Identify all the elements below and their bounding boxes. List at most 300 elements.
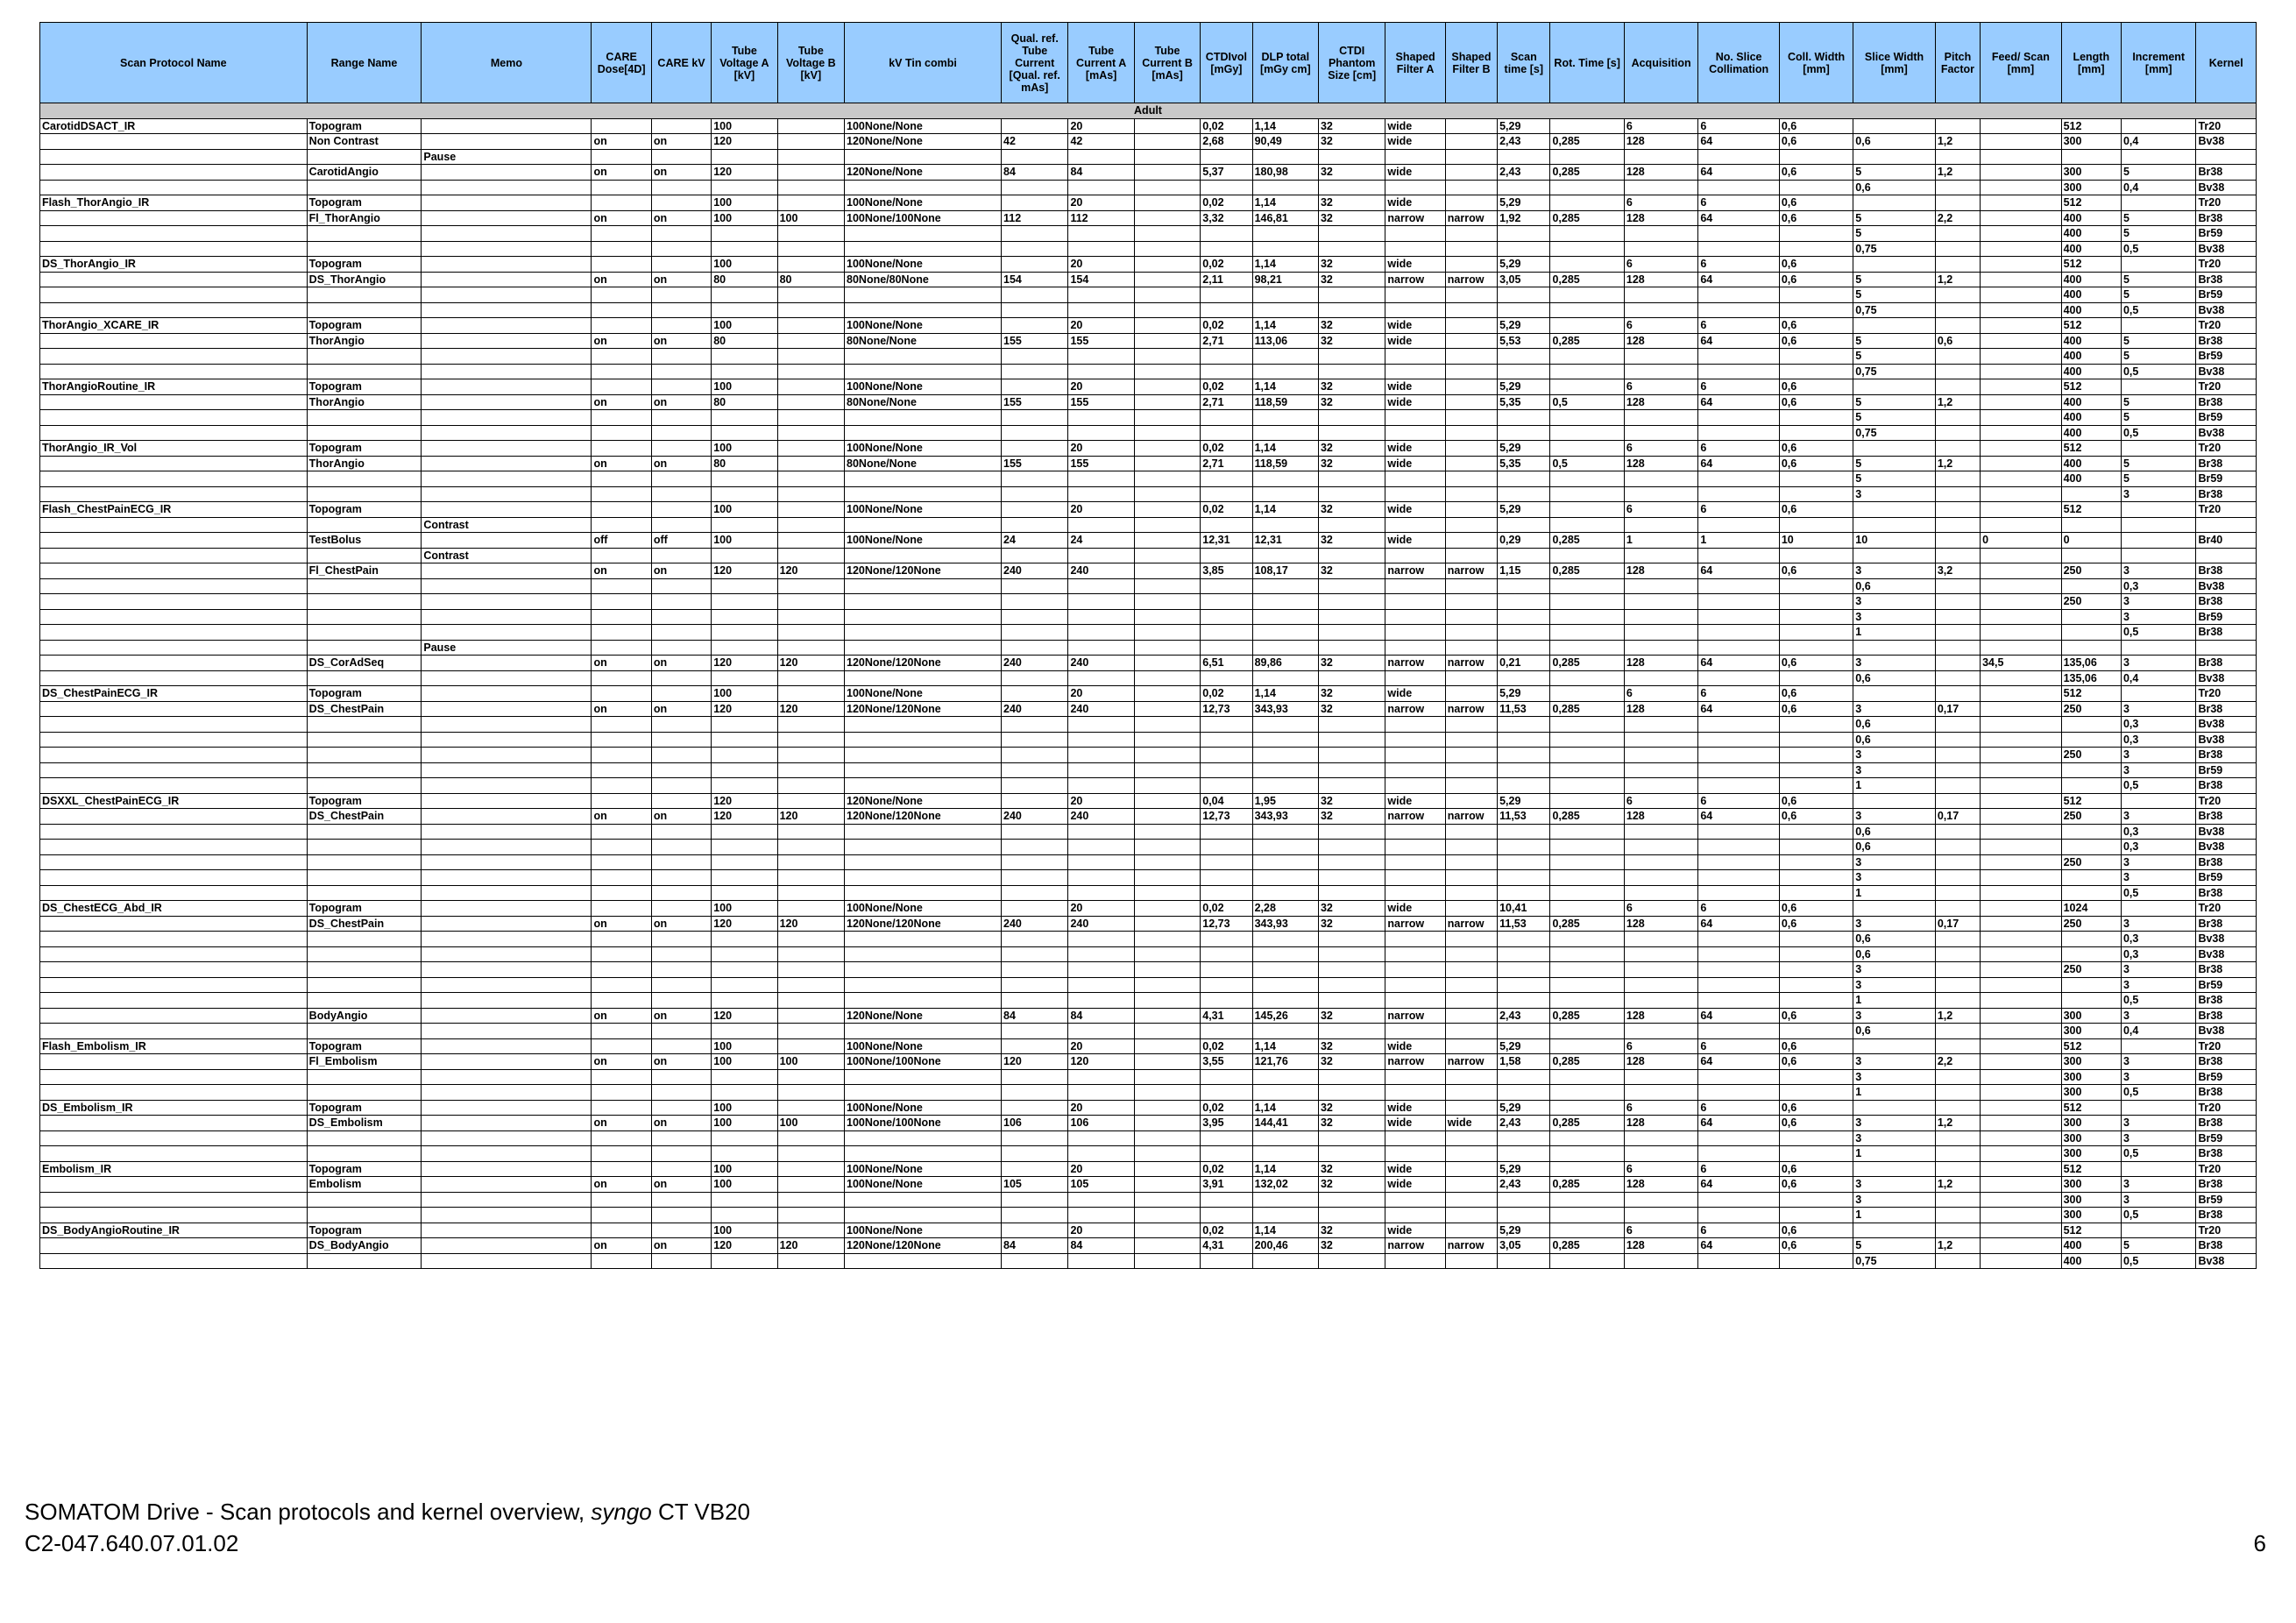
table-cell: 512 bbox=[2061, 318, 2121, 334]
table-cell bbox=[1624, 885, 1697, 901]
table-cell bbox=[1698, 471, 1780, 487]
table-cell: Tr20 bbox=[2196, 1223, 2257, 1238]
table-cell bbox=[307, 1146, 422, 1162]
table-cell: 3 bbox=[2121, 977, 2195, 993]
table-cell bbox=[1698, 1024, 1780, 1039]
table-cell: 0,6 bbox=[1779, 118, 1853, 134]
table-cell bbox=[1498, 778, 1550, 794]
table-cell bbox=[1068, 932, 1134, 947]
table-cell bbox=[40, 1054, 308, 1070]
table-cell bbox=[1981, 257, 2062, 273]
table-row bbox=[40, 226, 2257, 242]
table-cell bbox=[1498, 578, 1550, 594]
table-cell bbox=[777, 134, 844, 150]
column-header: CTDIvol [mGy] bbox=[1201, 23, 1252, 103]
table-cell bbox=[1550, 425, 1624, 441]
table-cell: 3 bbox=[2121, 1177, 2195, 1193]
table-cell bbox=[1550, 149, 1624, 165]
table-cell: 0,285 bbox=[1550, 916, 1624, 932]
table-cell bbox=[1002, 471, 1068, 487]
table-cell: narrow bbox=[1445, 916, 1497, 932]
table-cell bbox=[1068, 609, 1134, 625]
table-cell: Topogram bbox=[307, 318, 422, 334]
table-cell bbox=[1981, 609, 2062, 625]
table-cell: 120 bbox=[777, 1238, 844, 1254]
table-cell bbox=[1981, 962, 2062, 978]
table-cell: 5 bbox=[1853, 394, 1936, 410]
table-cell: Br38 bbox=[2196, 885, 2257, 901]
table-cell bbox=[1981, 241, 2062, 257]
table-cell bbox=[712, 517, 777, 533]
table-cell bbox=[1445, 717, 1497, 733]
table-cell bbox=[1853, 517, 1936, 533]
table-cell: 100None/None bbox=[845, 118, 1002, 134]
table-cell: 3 bbox=[1853, 870, 1936, 886]
table-cell bbox=[1385, 241, 1445, 257]
table-cell: Bv38 bbox=[2196, 241, 2257, 257]
table-cell bbox=[1445, 118, 1497, 134]
table-cell bbox=[1981, 670, 2062, 686]
table-cell: 400 bbox=[2061, 394, 2121, 410]
table-cell bbox=[1445, 824, 1497, 840]
table-cell bbox=[1318, 670, 1385, 686]
table-cell: 0,285 bbox=[1550, 210, 1624, 226]
table-cell bbox=[651, 379, 711, 395]
table-cell bbox=[1498, 226, 1550, 242]
table-cell bbox=[1698, 364, 1780, 379]
table-cell bbox=[1550, 349, 1624, 365]
table-cell: DS_BodyAngio bbox=[307, 1238, 422, 1254]
table-cell bbox=[1624, 1069, 1697, 1085]
table-cell: 6 bbox=[1624, 686, 1697, 702]
table-cell bbox=[651, 1146, 711, 1162]
table-cell bbox=[845, 1085, 1002, 1101]
table-cell bbox=[1698, 993, 1780, 1009]
table-cell: 1,2 bbox=[1935, 272, 1980, 287]
table-cell: 10 bbox=[1779, 533, 1853, 549]
table-cell: wide bbox=[1385, 379, 1445, 395]
table-cell bbox=[1385, 486, 1445, 502]
table-cell bbox=[1981, 1038, 2062, 1054]
table-cell: 6 bbox=[1698, 379, 1780, 395]
table-cell bbox=[651, 410, 711, 426]
table-cell bbox=[1624, 578, 1697, 594]
table-cell: narrow bbox=[1385, 210, 1445, 226]
table-cell bbox=[40, 946, 308, 962]
table-cell bbox=[1981, 578, 2062, 594]
page-number: 6 bbox=[2253, 1530, 2266, 1556]
section-row bbox=[40, 103, 2257, 119]
table-cell bbox=[1002, 502, 1068, 518]
table-cell bbox=[1698, 778, 1780, 794]
table-cell bbox=[1252, 717, 1318, 733]
table-cell bbox=[777, 379, 844, 395]
table-cell: on bbox=[592, 1116, 651, 1131]
table-cell: 512 bbox=[2061, 195, 2121, 211]
table-cell bbox=[1445, 625, 1497, 641]
table-cell bbox=[1252, 180, 1318, 195]
table-cell bbox=[1698, 578, 1780, 594]
table-cell bbox=[1068, 732, 1134, 748]
table-cell bbox=[1445, 195, 1497, 211]
table-cell: 3 bbox=[1853, 563, 1936, 579]
table-cell bbox=[422, 226, 592, 242]
table-cell bbox=[1550, 686, 1624, 702]
table-cell bbox=[1002, 609, 1068, 625]
table-cell: 32 bbox=[1318, 656, 1385, 671]
table-cell bbox=[422, 1161, 592, 1177]
table-cell bbox=[651, 824, 711, 840]
table-cell: 0,5 bbox=[2121, 993, 2195, 1009]
table-cell bbox=[1002, 548, 1068, 563]
column-header: Memo bbox=[422, 23, 592, 103]
table-cell bbox=[1318, 410, 1385, 426]
table-cell: 120 bbox=[1068, 1054, 1134, 1070]
table-cell bbox=[1002, 824, 1068, 840]
table-cell: 20 bbox=[1068, 1038, 1134, 1054]
table-cell bbox=[1779, 548, 1853, 563]
table-cell bbox=[592, 732, 651, 748]
table-cell: 0,285 bbox=[1550, 1008, 1624, 1024]
table-cell bbox=[1252, 471, 1318, 487]
table-cell bbox=[1134, 456, 1200, 471]
table-cell: 0,6 bbox=[1779, 1038, 1853, 1054]
table-cell: 0,02 bbox=[1201, 195, 1252, 211]
table-cell: 3 bbox=[2121, 854, 2195, 870]
table-cell bbox=[1201, 1024, 1252, 1039]
table-cell bbox=[1624, 932, 1697, 947]
table-cell: 250 bbox=[2061, 809, 2121, 825]
table-cell bbox=[2196, 149, 2257, 165]
table-cell: 128 bbox=[1624, 809, 1697, 825]
table-cell: on bbox=[592, 456, 651, 471]
table-cell bbox=[1498, 425, 1550, 441]
table-cell: 6 bbox=[1698, 1100, 1780, 1116]
table-cell bbox=[1201, 180, 1252, 195]
table-cell bbox=[592, 977, 651, 993]
table-cell bbox=[1201, 149, 1252, 165]
table-cell: DS_ChestPain bbox=[307, 809, 422, 825]
table-cell bbox=[1550, 410, 1624, 426]
table-cell: BodyAngio bbox=[307, 1008, 422, 1024]
table-cell bbox=[1134, 946, 1200, 962]
table-cell bbox=[1445, 1192, 1497, 1208]
table-cell bbox=[592, 502, 651, 518]
table-cell: 100 bbox=[777, 210, 844, 226]
table-row bbox=[40, 1192, 2257, 1208]
table-cell bbox=[1385, 548, 1445, 563]
table-cell bbox=[1385, 349, 1445, 365]
table-cell bbox=[845, 425, 1002, 441]
table-cell bbox=[712, 287, 777, 303]
table-cell bbox=[1935, 748, 1980, 763]
table-cell bbox=[2121, 441, 2195, 457]
table-cell: 128 bbox=[1624, 1008, 1697, 1024]
table-cell: wide bbox=[1385, 1223, 1445, 1238]
table-cell bbox=[592, 349, 651, 365]
table-cell bbox=[307, 762, 422, 778]
table-cell bbox=[1550, 1253, 1624, 1269]
table-cell bbox=[845, 471, 1002, 487]
table-cell bbox=[1935, 441, 1980, 457]
table-row bbox=[40, 640, 2257, 656]
table-cell bbox=[422, 578, 592, 594]
table-cell bbox=[651, 1038, 711, 1054]
table-cell bbox=[40, 932, 308, 947]
table-cell: on bbox=[592, 701, 651, 717]
table-cell: on bbox=[651, 333, 711, 349]
table-cell bbox=[777, 885, 844, 901]
table-row bbox=[40, 1130, 2257, 1146]
column-header: Tube Current A [mAs] bbox=[1068, 23, 1134, 103]
table-row bbox=[40, 441, 2257, 457]
table-cell bbox=[1445, 517, 1497, 533]
table-cell: on bbox=[592, 1054, 651, 1070]
table-cell: Topogram bbox=[307, 441, 422, 457]
table-cell: 100None/100None bbox=[845, 210, 1002, 226]
table-cell: 3 bbox=[2121, 701, 2195, 717]
table-cell bbox=[1624, 640, 1697, 656]
table-cell bbox=[1068, 870, 1134, 886]
table-cell: 300 bbox=[2061, 1130, 2121, 1146]
table-cell: 240 bbox=[1068, 701, 1134, 717]
table-cell: 512 bbox=[2061, 379, 2121, 395]
table-cell: 100 bbox=[712, 686, 777, 702]
table-cell bbox=[1445, 318, 1497, 334]
table-cell bbox=[592, 1024, 651, 1039]
table-cell bbox=[592, 748, 651, 763]
table-cell: Embolism_IR bbox=[40, 1161, 308, 1177]
table-row bbox=[40, 901, 2257, 917]
table-cell: 155 bbox=[1068, 456, 1134, 471]
table-cell: 120 bbox=[712, 165, 777, 181]
table-cell: Br38 bbox=[2196, 1085, 2257, 1101]
table-cell bbox=[1698, 625, 1780, 641]
table-cell: Br38 bbox=[2196, 1208, 2257, 1223]
table-cell bbox=[422, 594, 592, 610]
table-cell: 300 bbox=[2061, 1008, 2121, 1024]
table-cell: 6 bbox=[1624, 1161, 1697, 1177]
table-cell bbox=[1779, 946, 1853, 962]
table-cell bbox=[592, 118, 651, 134]
table-cell: 3 bbox=[2121, 656, 2195, 671]
table-cell bbox=[651, 946, 711, 962]
table-cell bbox=[1698, 732, 1780, 748]
table-cell bbox=[1779, 241, 1853, 257]
table-cell: on bbox=[651, 134, 711, 150]
table-cell: 3 bbox=[1853, 1069, 1936, 1085]
table-cell: Br38 bbox=[2196, 962, 2257, 978]
table-cell: 120 bbox=[712, 916, 777, 932]
table-cell: Bv38 bbox=[2196, 180, 2257, 195]
column-header: Pitch Factor bbox=[1935, 23, 1980, 103]
table-cell bbox=[592, 640, 651, 656]
table-cell: 0,29 bbox=[1498, 533, 1550, 549]
table-cell: Fl_ThorAngio bbox=[307, 210, 422, 226]
table-cell bbox=[1981, 226, 2062, 242]
table-cell bbox=[1252, 977, 1318, 993]
table-cell bbox=[712, 302, 777, 318]
table-cell bbox=[40, 670, 308, 686]
table-cell bbox=[845, 349, 1002, 365]
table-cell: 10 bbox=[1853, 533, 1936, 549]
table-row bbox=[40, 1146, 2257, 1162]
table-cell bbox=[1853, 149, 1936, 165]
table-cell bbox=[2121, 1161, 2195, 1177]
table-cell: 128 bbox=[1624, 210, 1697, 226]
table-cell: 1 bbox=[1853, 778, 1936, 794]
table-cell: 3 bbox=[2121, 563, 2195, 579]
table-cell bbox=[1002, 686, 1068, 702]
table-cell bbox=[1624, 870, 1697, 886]
table-cell: Br38 bbox=[2196, 916, 2257, 932]
table-cell bbox=[1002, 1223, 1068, 1238]
table-cell bbox=[651, 901, 711, 917]
table-cell bbox=[712, 748, 777, 763]
table-cell bbox=[1385, 885, 1445, 901]
table-cell bbox=[1445, 870, 1497, 886]
table-cell: Br38 bbox=[2196, 272, 2257, 287]
table-cell bbox=[1445, 901, 1497, 917]
table-cell bbox=[1201, 1085, 1252, 1101]
table-cell: 1 bbox=[1853, 625, 1936, 641]
table-cell bbox=[307, 977, 422, 993]
table-cell bbox=[1550, 471, 1624, 487]
table-cell bbox=[1698, 609, 1780, 625]
table-cell bbox=[1134, 1024, 1200, 1039]
table-row bbox=[40, 840, 2257, 855]
table-cell: 32 bbox=[1318, 1116, 1385, 1131]
table-cell: 12,73 bbox=[1201, 701, 1252, 717]
table-cell bbox=[777, 793, 844, 809]
table-cell bbox=[1981, 502, 2062, 518]
table-cell bbox=[777, 625, 844, 641]
table-cell bbox=[422, 118, 592, 134]
table-cell bbox=[1981, 471, 2062, 487]
table-cell: DS_ChestPainECG_IR bbox=[40, 686, 308, 702]
column-header: Range Name bbox=[307, 23, 422, 103]
table-cell bbox=[845, 302, 1002, 318]
table-cell bbox=[2121, 548, 2195, 563]
table-cell bbox=[1068, 1146, 1134, 1162]
table-cell bbox=[1550, 748, 1624, 763]
table-cell: 1 bbox=[1853, 1146, 1936, 1162]
table-cell bbox=[2061, 717, 2121, 733]
table-cell bbox=[1134, 625, 1200, 641]
table-cell bbox=[1201, 609, 1252, 625]
table-cell: 0,6 bbox=[1853, 180, 1936, 195]
table-row bbox=[40, 793, 2257, 809]
table-cell: 1,2 bbox=[1935, 1238, 1980, 1254]
table-cell bbox=[592, 1146, 651, 1162]
table-cell bbox=[1981, 1161, 2062, 1177]
table-cell bbox=[1981, 149, 2062, 165]
table-cell bbox=[1002, 778, 1068, 794]
table-cell: 0,5 bbox=[2121, 1146, 2195, 1162]
table-cell bbox=[1385, 778, 1445, 794]
table-row bbox=[40, 118, 2257, 134]
table-cell bbox=[1981, 379, 2062, 395]
table-cell: 5 bbox=[2121, 471, 2195, 487]
table-cell bbox=[1779, 977, 1853, 993]
table-cell: 100 bbox=[712, 1100, 777, 1116]
table-cell bbox=[651, 517, 711, 533]
table-cell bbox=[1935, 226, 1980, 242]
table-cell: narrow bbox=[1385, 701, 1445, 717]
table-row bbox=[40, 609, 2257, 625]
table-cell bbox=[1981, 364, 2062, 379]
table-cell: 100None/None bbox=[845, 533, 1002, 549]
table-cell: 2,43 bbox=[1498, 1177, 1550, 1193]
table-cell bbox=[2061, 840, 2121, 855]
table-cell bbox=[1445, 946, 1497, 962]
column-header: Acquisition bbox=[1624, 23, 1697, 103]
table-cell: 11,53 bbox=[1498, 701, 1550, 717]
table-cell bbox=[1134, 1223, 1200, 1238]
table-cell bbox=[1981, 824, 2062, 840]
table-cell bbox=[845, 410, 1002, 426]
table-cell bbox=[1550, 1161, 1624, 1177]
table-cell: 0,5 bbox=[2121, 241, 2195, 257]
table-cell bbox=[1201, 748, 1252, 763]
table-cell bbox=[1698, 302, 1780, 318]
table-cell bbox=[1385, 1085, 1445, 1101]
table-cell: Tr20 bbox=[2196, 1038, 2257, 1054]
table-cell bbox=[1935, 195, 1980, 211]
table-cell: 0,285 bbox=[1550, 656, 1624, 671]
table-cell bbox=[1252, 1069, 1318, 1085]
table-cell bbox=[1002, 149, 1068, 165]
table-cell bbox=[307, 241, 422, 257]
table-cell bbox=[1445, 226, 1497, 242]
table-cell bbox=[1068, 471, 1134, 487]
table-cell bbox=[1445, 594, 1497, 610]
table-cell bbox=[592, 870, 651, 886]
table-cell bbox=[1981, 870, 2062, 886]
table-cell bbox=[1550, 840, 1624, 855]
table-cell: wide bbox=[1385, 793, 1445, 809]
table-cell bbox=[592, 410, 651, 426]
table-cell bbox=[592, 1208, 651, 1223]
table-cell bbox=[1252, 854, 1318, 870]
table-cell bbox=[592, 287, 651, 303]
table-row bbox=[40, 809, 2257, 825]
table-cell bbox=[712, 870, 777, 886]
table-cell: 250 bbox=[2061, 854, 2121, 870]
table-cell bbox=[307, 349, 422, 365]
table-cell: 0,285 bbox=[1550, 134, 1624, 150]
table-cell: 20 bbox=[1068, 1100, 1134, 1116]
table-cell: 89,86 bbox=[1252, 656, 1318, 671]
table-cell bbox=[777, 1085, 844, 1101]
table-cell bbox=[1134, 134, 1200, 150]
table-cell: 1,14 bbox=[1252, 441, 1318, 457]
table-cell bbox=[1498, 977, 1550, 993]
table-cell: 3 bbox=[1853, 609, 1936, 625]
table-cell: narrow bbox=[1445, 563, 1497, 579]
table-cell bbox=[845, 946, 1002, 962]
table-cell bbox=[777, 456, 844, 471]
table-cell bbox=[422, 1085, 592, 1101]
table-cell: Topogram bbox=[307, 1161, 422, 1177]
table-cell bbox=[1002, 118, 1068, 134]
table-cell bbox=[422, 349, 592, 365]
table-cell: Embolism bbox=[307, 1177, 422, 1193]
table-cell: 3 bbox=[2121, 748, 2195, 763]
table-cell: 0,4 bbox=[2121, 180, 2195, 195]
table-cell bbox=[1624, 778, 1697, 794]
table-cell bbox=[1068, 594, 1134, 610]
